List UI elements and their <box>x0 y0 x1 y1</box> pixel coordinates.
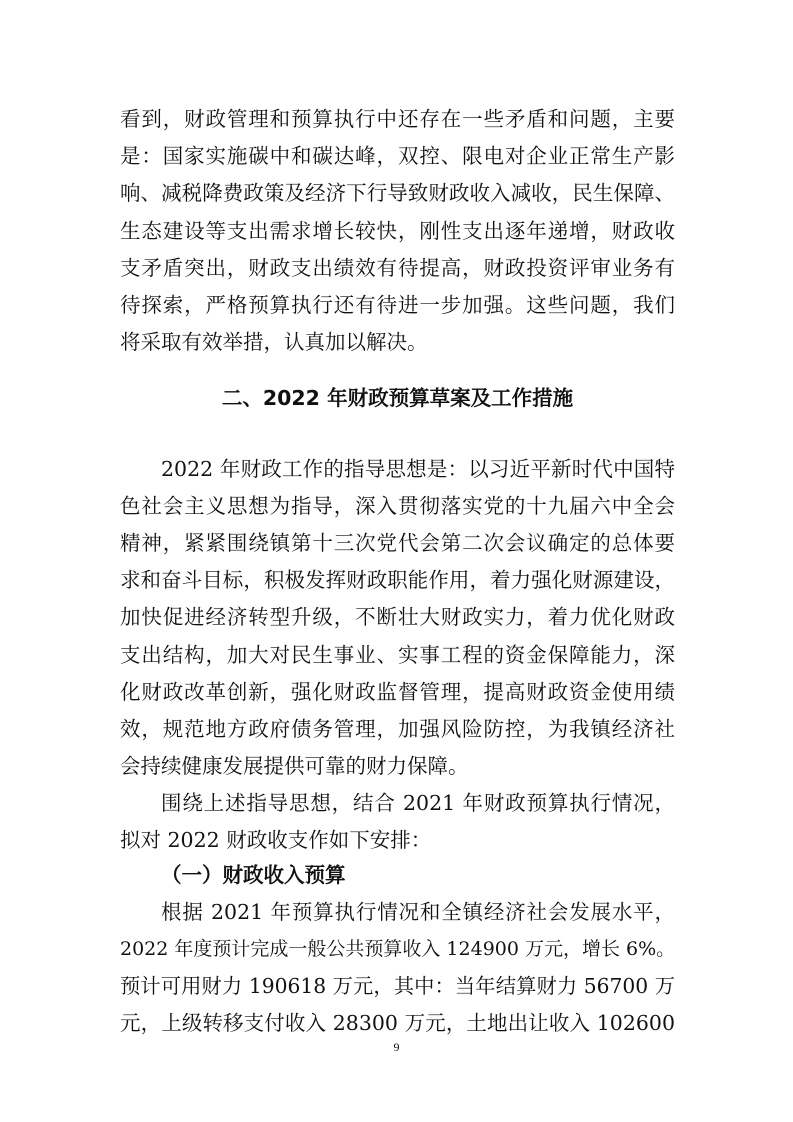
paragraph-line: 支出结构，加大对民生事业、实事工程的资金保障能力，深 <box>120 643 675 667</box>
paragraph-line: 色社会主义思想为指导，深入贯彻落实党的十九届六中全会 <box>120 494 675 518</box>
paragraph-line: 化财政改革创新，强化财政监督管理，提高财政资金使用绩 <box>120 680 675 704</box>
section-heading: 二、2022 年财政预算草案及工作措施 <box>221 386 574 410</box>
paragraph-line: 加快促进经济转型升级，不断壮大财政实力，着力优化财政 <box>120 605 675 629</box>
paragraph-line: 是：国家实施碳中和碳达峰，双控、限电对企业正常生产影 <box>120 144 675 168</box>
paragraph-line: 支矛盾突出，财政支出绩效有待提高，财政投资评审业务有 <box>120 256 675 280</box>
paragraph-line: 待探索，严格预算执行还有待进一步加强。这些问题，我们 <box>120 293 675 317</box>
paragraph-line: 效，规范地方政府债务管理，加强风险防控，为我镇经济社 <box>120 717 675 741</box>
paragraph-line: 2022 年财政工作的指导思想是：以习近平新时代中国特 <box>161 457 675 481</box>
subsection-heading: （一）财政收入预算 <box>161 863 346 887</box>
paragraph-line: 预计可用财力 190618 万元，其中：当年结算财力 56700 万 <box>120 974 675 998</box>
paragraph-line: 生态建设等支出需求增长较快，刚性支出逐年递增，财政收 <box>120 219 675 243</box>
paragraph-line: 求和奋斗目标，积极发挥财政职能作用，着力强化财源建设， <box>120 568 675 592</box>
paragraph-line: 精神，紧紧围绕镇第十三次党代会第二次会议确定的总体要 <box>120 531 675 555</box>
paragraph-line: 围绕上述指导思想，结合 2021 年财政预算执行情况， <box>161 791 675 815</box>
paragraph-line: 会持续健康发展提供可靠的财力保障。 <box>120 754 469 778</box>
paragraph-line: 看到，财政管理和预算执行中还存在一些矛盾和问题，主要 <box>120 107 675 131</box>
paragraph-line: 元，上级转移支付收入 28300 万元，土地出让收入 102600 <box>120 1011 675 1035</box>
paragraph-line: 2022 年度预计完成一般公共预算收入 124900 万元，增长 6%。 <box>120 938 676 960</box>
paragraph-line: 根据 2021 年预算执行情况和全镇经济社会发展水平， <box>161 900 675 924</box>
paragraph-line: 响、减税降费政策及经济下行导致财政收入减收，民生保障、 <box>120 181 675 205</box>
paragraph-line: 拟对 2022 财政收支作如下安排： <box>120 828 432 852</box>
page-number: 9 <box>393 1040 400 1054</box>
paragraph-line: 将采取有效举措，认真加以解决。 <box>120 330 428 354</box>
